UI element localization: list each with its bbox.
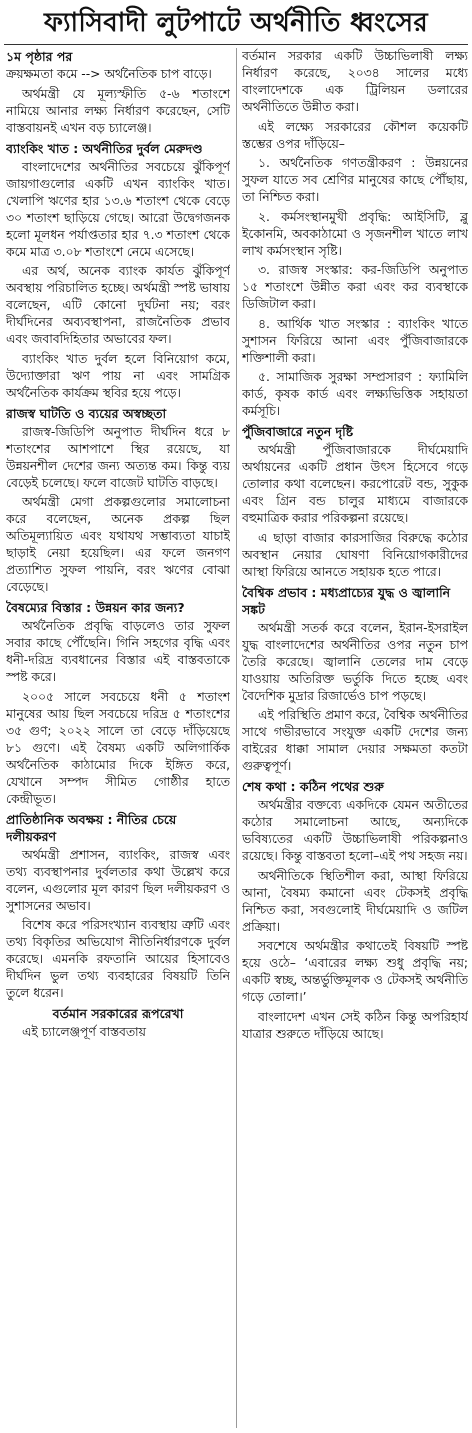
paragraph: অর্থমন্ত্রী মেগা প্রকল্পগুলোর সমালোচনা করে বলেছেন, অনেক প্রকল্প ছিল অতিমূল্যায়িত এবং যথাযথ সম্ভাব্যতা যাচাই ছাড়াই নেয়া হয়েছিল। এর ফলে জনগণ প্রত্যাশিত সুফল পায়নি, বরং ঋণের বোঝা বেড়েছে। [6, 495, 230, 594]
paragraph: এই লক্ষ্যে সরকারের কৌশল কয়েকটি স্তম্ভের ওপর দাঁড়িয়ে– [242, 119, 468, 151]
paragraph: অর্থমন্ত্রী পুঁজিবাজারকে দীর্ঘমেয়াদি অর্থায়নের একটি প্রধান উৎস হিসেবে গড়ে তোলার কথা বলেছেন। করপোরেট বন্ড, সুকুক এবং গ্রিন বন্ড চালুর মাধ্যমে বাজারকে বহুমাত্রিক করার পরিকল্পনা রয়েছে। [242, 443, 468, 525]
list-item: ৫. সামাজিক সুরক্ষা সম্প্রসারণ : ফ্যামিলি কার্ড, কৃষক কার্ড এবং লক্ষ্যভিত্তিক সহায়তা কর্মসূচি। [242, 370, 468, 418]
section-heading-banking: ব্যাংকিং খাত : অর্থনীতির দুর্বল মেরুদণ্ড [6, 140, 203, 156]
section-heading-capital-market: পুঁজিবাজারে নতুন দৃষ্টি [242, 424, 354, 439]
paragraph: অর্থমন্ত্রী প্রশাসন, ব্যাংকিং, রাজস্ব এবং তথ্য ব্যবস্থাপনার দুর্বলতার কথা উল্লেখ করে বলেন, এগুলোর মূল কারণ ছিল দলীয়করণ ও সুশাসনের অভাব। [6, 847, 230, 913]
paragraph: এই চ্যালেঞ্জপূর্ণ বাস্তবতায় [22, 1025, 146, 1039]
paragraph: বিশেষ করে পরিসংখ্যান ব্যবস্থায় ত্রুটি এবং তথ্য বিকৃতির অভিযোগ নীতিনির্ধারণকে দুর্বল করেছে। এমনকি রফতানি আয়ের হিসাবেও দীর্ঘদিন ভুল তথ্য ব্যবহারের বিষয়টি তিনি তুলে ধরেন। [6, 918, 230, 1000]
paragraph: ২০০৫ সালে সবচেয়ে ধনী ৫ শতাংশ মানুষের আয় ছিল সবচেয়ে দরিদ্র ৫ শতাংশের ৩৫ গুণ; ২০২২ সালে তা বেড়ে দাঁড়িয়েছে ৮১ গুণে। এই বৈষম্য একটি অলিগার্কিক অর্থনৈতিক কাঠামোর দিকে ইঙ্গিত করে, যেখানে সম্পদ সীমিত গোষ্ঠীর হাতে কেন্দ্রীভূত। [6, 689, 230, 806]
headline-rule [4, 44, 468, 45]
paragraph: এই পরিস্থিতি প্রমাণ করে, বৈশ্বিক অর্থনীতির সাথে গভীরভাবে সংযুক্ত একটি দেশের জন্য বাইরের ধাক্কা সামাল দেয়ার সক্ষমতা কতটা গুরুত্বপূর্ণ। [242, 708, 468, 773]
paragraph: অর্থনীতিকে স্থিতিশীল করা, আস্থা ফিরিয়ে আনা, বৈষম্য কমানো এবং টেকসই প্রবৃদ্ধি নিশ্চিত করা, সবগুলোই দীর্ঘমেয়াদি ও জটিল প্রক্রিয়া। [242, 868, 468, 934]
section-heading-global-impact: বৈশ্বিক প্রভাব : মধ্যপ্রাচ্যের যুদ্ধ ও জ্বালানি সঙ্কট [242, 584, 451, 617]
paragraph: অর্থমন্ত্রী যে মূল্যস্ফীতি ৫-৬ শতাংশে নামিয়ে আনার লক্ষ্য নির্ধারণ করেছেন, সেটি বাস্তবায়নই এখন বড় চ্যালেঞ্জ। [6, 86, 230, 135]
paragraph: ব্যাংকিং খাত দুর্বল হলে বিনিয়োগ কমে, উদ্যোক্তারা ঋণ পায় না এবং সামগ্রিক অর্থনৈতিক কার্যক্রম স্থবির হয়ে পড়ে। [6, 351, 230, 400]
continued-label: ১ম পৃষ্ঠার পর [6, 49, 73, 64]
paragraph: এ ছাড়া বাজার কারসাজির বিরুদ্ধে কঠোর অবস্থান নেয়ার ঘোষণা বিনিয়োগকারীদের আস্থা ফিরিয়ে আনতে সহায়ক হতে পারে। [242, 530, 468, 579]
list-item: ৩. রাজস্ব সংস্কার: কর-জিডিপি অনুপাত ১৫ শতাংশে উন্নীত করা এবং কর ব্যবস্থাকে ডিজিটাল করা। [242, 263, 468, 311]
column-divider [236, 48, 237, 1428]
section-heading-inequality: বৈষম্যের বিস্তার : উন্নয়ন কার জন্য? [6, 600, 185, 615]
list-item: ২. কর্মসংস্থানমুখী প্রবৃদ্ধি: আইসিটি, ব্লু ইকোনমি, অবকাঠামো ও সৃজনশীল খাতে লাখ লাখ কর্মসংস্থান সৃষ্টি। [242, 209, 468, 258]
left-column [6, 48, 230, 1428]
paragraph: অর্থমন্ত্রী সতর্ক করে বলেন, ইরান-ইসরাইল যুদ্ধ বাংলাদেশের অর্থনীতির ওপর নতুন চাপ তৈরি করেছে। জ্বালানি তেলের দাম বেড়ে যাওয়ায় অতিরিক্ত ভর্তুকি দিতে হচ্ছে এবং বৈদেশিক মুদ্রার রিজার্ভেও চাপ পড়ছে। [242, 620, 468, 703]
list-item: ৪. আর্থিক খাত সংস্কার : ব্যাংকিং খাতে সুশাসন ফিরিয়ে আনা এবং পুঁজিবাজারকে শক্তিশালী করা। [242, 316, 468, 365]
paragraph: ক্রয়ক্ষমতা কমে --> অর্থনৈতিক চাপ বাড়ে। [6, 67, 212, 81]
paragraph: এর অর্থ, অনেক ব্যাংক কার্যত ঝুঁকিপূর্ণ অবস্থায় পরিচালিত হচ্ছে। অর্থমন্ত্রী স্পষ্ট ভাষায় বলেছেন, এটি কোনো দুর্ঘটনা নয়; বরং দীর্ঘদিনের অব্যবস্থাপনা, রাজনৈতিক প্রভাব এবং জবাবদিহিতার অভাবের ফল। [6, 264, 230, 346]
right-column [242, 48, 468, 1188]
paragraph: রাজস্ব-জিডিপি অনুপাত দীর্ঘদিন ধরে ৮ শতাংশের আশপাশে স্থির রয়েছে, যা উন্নয়নশীল দেশের জন্য অত্যন্ত কম। কিন্তু ব্যয় বেড়েই চলেছে। ফলে বাজেট ঘাটতি বাড়ছে। [6, 424, 230, 490]
paragraph: সবশেষে অর্থমন্ত্রীর কথাতেই বিষয়টি স্পষ্ট হয়ে ওঠে– ‘এবারের লক্ষ্য শুধু প্রবৃদ্ধি নয়; একটি স্বচ্ছ, অন্তর্ভুক্তিমূলক ও টেকসই অর্থনীতি গড়ে তোলা।’ [242, 939, 468, 1004]
paragraph: বাংলাদেশের অর্থনীতির সবচেয়ে ঝুঁকিপূর্ণ জায়গাগুলোর একটি এখন ব্যাংকিং খাত। খেলাপি ঋণের হার ১৩.৬ শতাংশ থেকে বেড়ে ৩০ শতাংশ ছাড়িয়ে গেছে। আরো উদ্বেগজনক হলো মূলধন পর্যাপ্ততার হার ৭.৩ শতাংশ থেকে কমে মাত্র ৩.০৮ শতাংশে নেমে এসেছে। [6, 159, 230, 259]
list-item: ১. অর্থনৈতিক গণতন্ত্রীকরণ : উন্নয়নের সুফল যাতে সব শ্রেণির মানুষের কাছে পৌঁছায়, তা নিশ্চিত করা। [242, 156, 468, 204]
paragraph: অর্থমন্ত্রীর বক্তব্যে একদিকে যেমন অতীতের কঠোর সমালোচনা আছে, অন্যদিকে ভবিষ্যতের একটি উচ্চাভিলাষী পরিকল্পনাও রয়েছে। কিন্তু বাস্তবতা হলো–এই পথ সহজ নয়। [242, 798, 468, 863]
section-heading-government: বর্তমান সরকারের রূপরেখা [52, 1006, 184, 1021]
paragraph: বর্তমান সরকার একটি উচ্চাভিলাষী লক্ষ্য নির্ধারণ করেছে, ২০৩৪ সালের মধ্যে বাংলাদেশকে এক ট্রিলিয়ন ডলারের অর্থনীতিতে উন্নীত করা। [242, 49, 468, 114]
section-heading-conclusion: শেষ কথা : কঠিন পথের শুরু [242, 779, 384, 794]
section-heading-institutions: প্রাতিষ্ঠানিক অবক্ষয় : নীতির চেয়ে দলীয়করণ [6, 811, 177, 844]
paragraph: বাংলাদেশ এখন সেই কঠিন কিন্তু অপরিহার্য যাত্রার শুরুতে দাঁড়িয়ে আছে। [242, 1009, 468, 1041]
headline: ফ্যাসিবাদী লুটপাটে অর্থনীতি ধ্বংসের [43, 8, 428, 38]
paragraph: অর্থনৈতিক প্রবৃদ্ধি বাড়লেও তার সুফল সবার কাছে পৌঁছেনি। গিনি সহগের বৃদ্ধি এবং ধনী-দরিদ্র ব্যবধানের বিস্তার এই বাস্তবতাকে স্পষ্ট করে। [6, 619, 230, 684]
section-heading-revenue: রাজস্ব ঘাটতি ও ব্যয়ের অস্বচ্ছতা [6, 405, 167, 421]
